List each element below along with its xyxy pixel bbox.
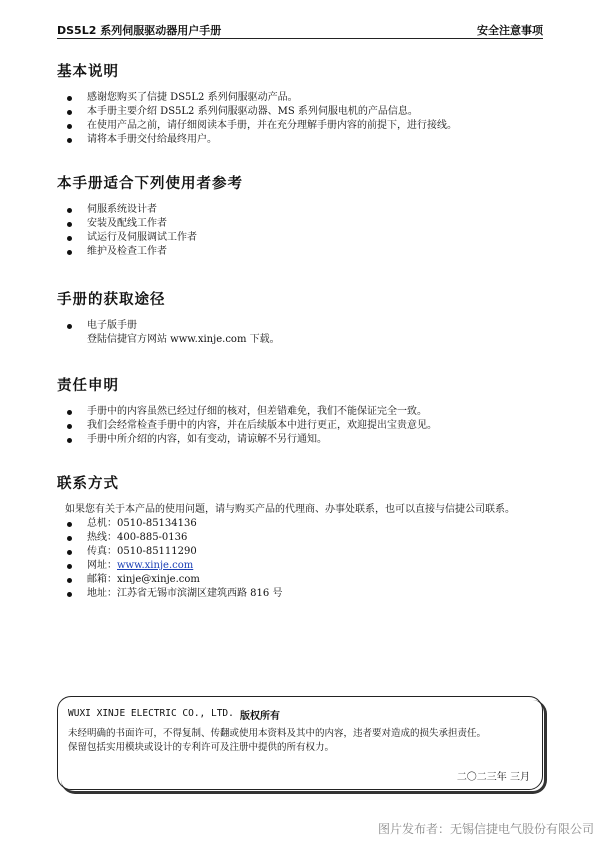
bullet-icon [67,208,72,213]
list-item: 伺服系统设计者 [57,203,543,217]
bullet-icon [67,222,72,227]
bullet-icon [67,110,72,115]
section-heading: 联系方式 [57,476,119,492]
section-audience [57,172,543,259]
download-instruction: 登陆信捷官方网站 www.xinje.com 下载。 [87,334,280,345]
contact-phone: 总机：0510-85134136 [57,517,543,531]
section-contact [57,472,543,601]
bullet-icon [67,424,72,429]
section-heading: 手册的获取途径 [57,292,166,308]
contact-email: 邮箱：xinje@xinje.com [57,573,543,587]
section-basic [57,60,543,147]
bullet-icon [67,592,72,597]
bullet-icon [67,96,72,101]
bullet-icon [67,250,72,255]
bullet-icon [67,410,72,415]
list-item: 手册中所介绍的内容，如有变动，请谅解不另行通知。 [57,433,543,447]
bullet-icon [67,536,72,541]
company-name: WUXI XINJE ELECTRIC CO., LTD. [68,708,234,719]
contact-intro: 如果您有关于本产品的使用问题，请与购买产品的代理商、办事处联系，也可以直接与信捷公司联系。 [65,504,515,515]
section-heading: 基本说明 [57,64,119,80]
list-item: 感谢您购买了信捷 DS5L2 系列伺服驱动产品。 [57,91,543,105]
document-title: DS5L2 系列伺服驱动器用户手册 [57,24,222,37]
list-item: 维护及检查工作者 [57,245,543,259]
list-item: 手册中的内容虽然已经过仔细的核对，但差错难免，我们不能保证完全一致。 [57,405,543,419]
section-obtain [57,288,543,347]
bullet-icon [67,324,72,329]
list-item: 试运行及伺服调试工作者 [57,231,543,245]
page-header [57,18,543,39]
bullet-icon [67,138,72,143]
contact-list [57,517,543,601]
bullet-icon [67,564,72,569]
list-item: 安装及配线工作者 [57,217,543,231]
section-disclaimer [57,374,543,447]
bullet-icon [67,438,72,443]
bullet-list [57,405,543,447]
publisher-watermark: 图片发布者：无锡信捷电气股份有限公司 [377,822,594,836]
section-heading: 责任申明 [57,378,119,394]
rights-reserved: 版权所有 [240,711,280,722]
list-item: 在使用产品之前，请仔细阅读本手册，并在充分理解手册内容的前提下，进行接线。 [57,119,543,133]
contact-website: 网址：www.xinje.com [57,559,543,573]
copyright-text: 未经明确的书面许可，不得复制、传翻或使用本资料及其中的内容，违者要对造成的损失承担责任。 保留包括实用模块或设计的专利许可及注册中提供的所有权力。 [68,728,487,753]
bullet-icon [67,236,72,241]
bullet-list [57,91,543,147]
website-link[interactable]: www.xinje.com [117,560,194,571]
contact-hotline: 热线：400-885-0136 [57,531,543,545]
list-item: 我们会经常检查手册中的内容，并在后续版本中进行更正，欢迎提出宝贵意见。 [57,419,543,433]
bullet-icon [67,522,72,527]
list-item: 请将本手册交付给最终用户。 [57,133,543,147]
publish-date: 二〇二三年 三月 [456,772,530,783]
copyright-box [57,696,543,790]
bullet-icon [67,550,72,555]
list-item: 电子版手册 [57,319,543,333]
contact-address: 地址：江苏省无锡市滨湖区建筑西路 816 号 [57,587,543,601]
section-heading: 本手册适合下列使用者参考 [57,176,243,192]
contact-fax: 传真：0510-85111290 [57,545,543,559]
bullet-icon [67,578,72,583]
bullet-list [57,203,543,259]
bullet-icon [67,124,72,129]
section-title: 安全注意事项 [477,24,543,37]
list-item: 本手册主要介绍 DS5L2 系列伺服驱动器、MS 系列伺服电机的产品信息。 [57,105,543,119]
bullet-list [57,319,543,333]
